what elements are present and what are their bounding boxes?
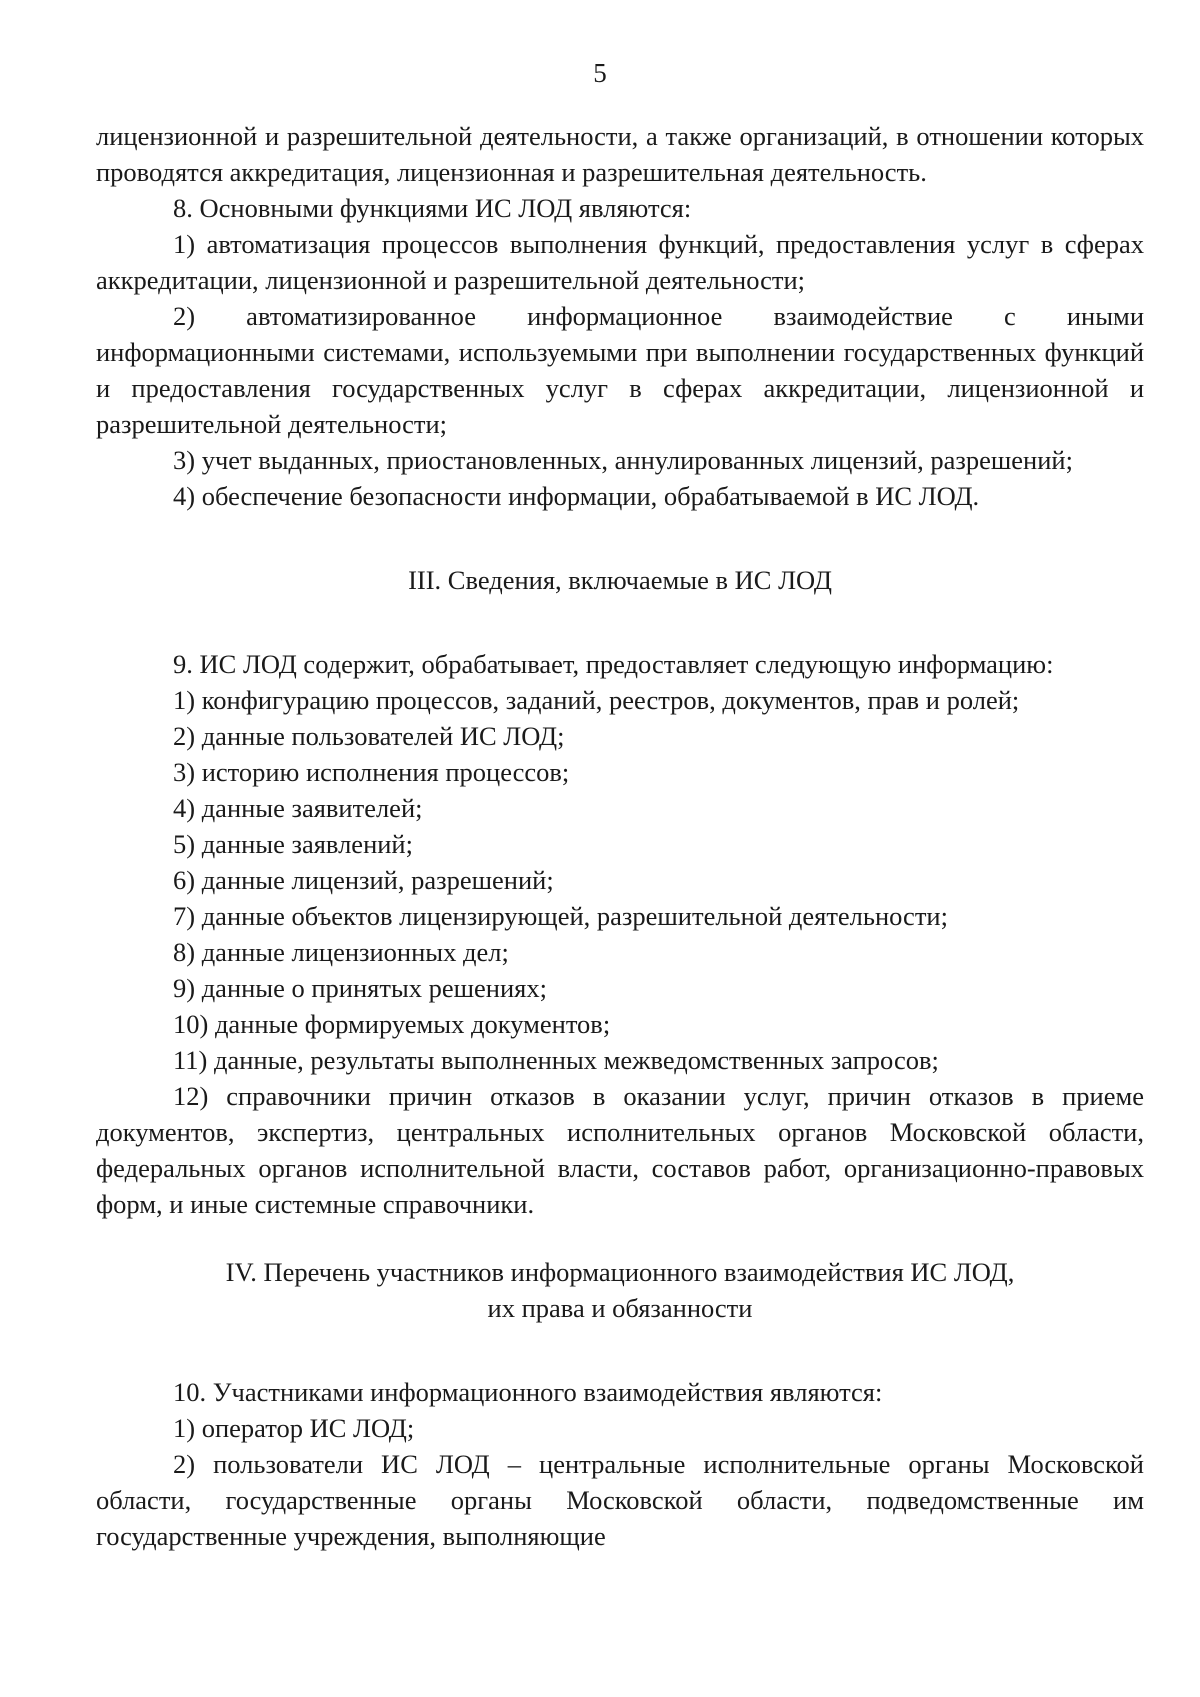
item-8-sub-3: 3) учет выданных, приостановленных, аннулированных лицензий, разрешений; — [173, 445, 1073, 475]
spacer — [96, 514, 1144, 562]
item-10-intro: 10. Участниками информационного взаимодействия являются: — [173, 1377, 883, 1407]
item-9-sub-9: 9) данные о принятых решениях; — [173, 973, 547, 1003]
item-8-sub-2: 2) автоматизированное информационное взаимодействие с иными информационными системами, используемыми при выполнении государственных функций и предоставления государственных услуг в сферах аккредитации, лицензионной и разрешительной деятельности; — [96, 301, 1144, 439]
section-4-heading-line-1: IV. Перечень участников информационного взаимодействия ИС ЛОД, — [225, 1257, 1015, 1287]
item-9-intro: 9. ИС ЛОД содержит, обрабатывает, предоставляет следующую информацию: — [173, 649, 1054, 679]
item-9-sub-3: 3) историю исполнения процессов; — [173, 757, 570, 787]
item-9-sub-11: 11) данные, результаты выполненных межведомственных запросов; — [173, 1045, 939, 1075]
item-9-sub-12: 12) справочники причин отказов в оказании услуг, причин отказов в приеме документов, экспертиз, центральных исполнительных органов Московской области, федеральных органов исполнительной власти, составов работ, организационно-правовых форм, и иные системные справочники. — [96, 1081, 1144, 1219]
page-number: 5 — [593, 58, 607, 88]
item-9-sub-8: 8) данные лицензионных дел; — [173, 937, 509, 967]
item-9-sub-10: 10) данные формируемых документов; — [173, 1009, 611, 1039]
spacer — [96, 1326, 1144, 1374]
spacer — [96, 1222, 1144, 1254]
item-8-sub-1: 1) автоматизация процессов выполнения функций, предоставления услуг в сферах аккредитации, лицензионной и разрешительной деятельности; — [96, 229, 1144, 295]
section-4-heading-line-2: их права и обязанности — [487, 1293, 753, 1323]
item-8-intro: 8. Основными функциями ИС ЛОД являются: — [173, 193, 692, 223]
item-10-sub-2: 2) пользователи ИС ЛОД – центральные исполнительные органы Московской области, государственные органы Московской области, подведомственные им государственные учреждения, выполняющие — [96, 1449, 1144, 1551]
item-9-sub-4: 4) данные заявителей; — [173, 793, 423, 823]
continuation-paragraph: лицензионной и разрешительной деятельности, а также организаций, в отношении которых проводятся аккредитация, лицензионная и разрешительная деятельность. — [96, 121, 1144, 187]
item-9-sub-7: 7) данные объектов лицензирующей, разрешительной деятельности; — [173, 901, 948, 931]
item-8-sub-4: 4) обеспечение безопасности информации, обрабатываемой в ИС ЛОД. — [173, 481, 980, 511]
item-9-sub-1: 1) конфигурацию процессов, заданий, реестров, документов, прав и ролей; — [173, 685, 1020, 715]
item-9-sub-5: 5) данные заявлений; — [173, 829, 413, 859]
item-10-sub-1: 1) оператор ИС ЛОД; — [173, 1413, 415, 1443]
item-9-sub-2: 2) данные пользователей ИС ЛОД; — [173, 721, 565, 751]
spacer — [96, 598, 1144, 646]
item-9-sub-6: 6) данные лицензий, разрешений; — [173, 865, 554, 895]
section-3-heading: III. Сведения, включаемые в ИС ЛОД — [408, 565, 832, 595]
document-body — [96, 118, 1144, 1554]
